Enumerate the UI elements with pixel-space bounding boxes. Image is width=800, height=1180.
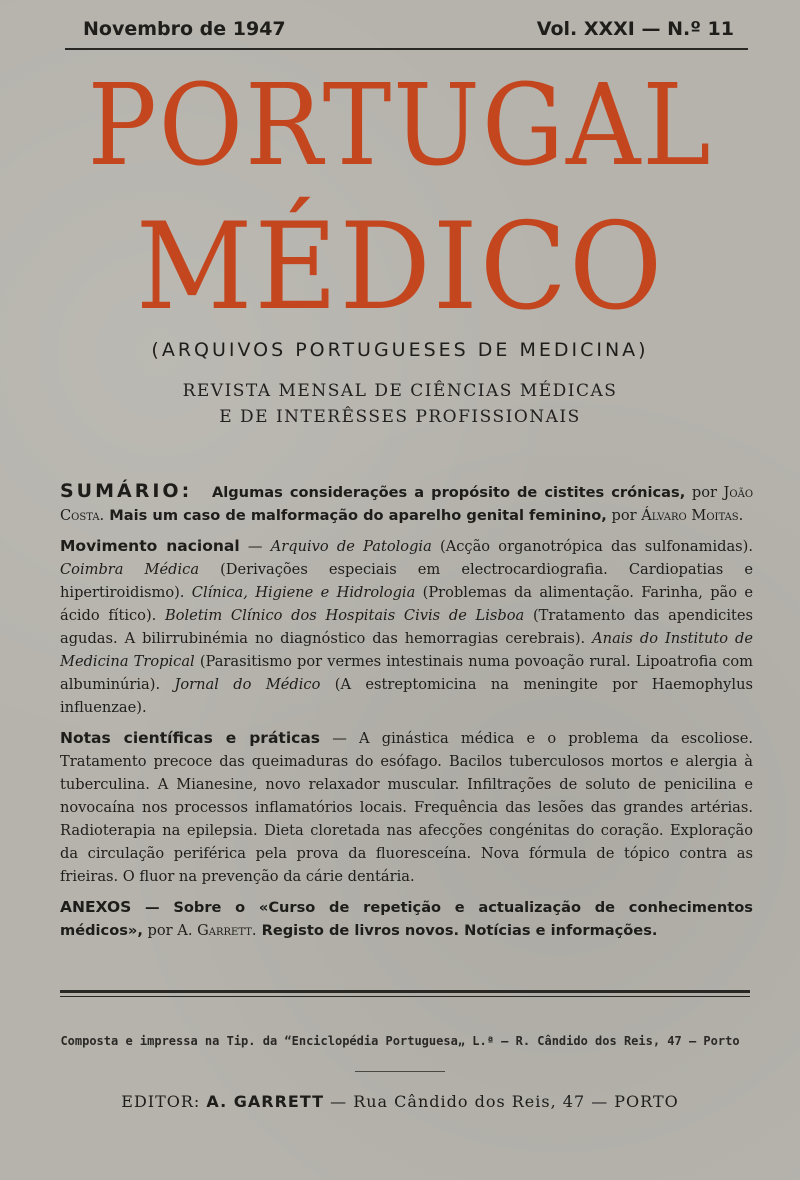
masthead-subtitle: (ARQUIVOS PORTUGUESES DE MEDICINA) — [151, 339, 649, 361]
sumario-heading: SUMÁRIO: — [60, 480, 193, 502]
movimento-text-5: (Parasitismo por vermes intestinais numa povoação rural. Lipoatrofia com albuminúria). — [60, 653, 753, 693]
sumario-article-2: Mais um caso de malformação do aparelho genital feminino, — [104, 507, 607, 524]
anexos-text-1: — Sobre o «Curso de repetição e actualização de conhecimentos médicos», — [60, 899, 753, 939]
sumario-section — [60, 480, 753, 527]
editor-address: — Rua Cândido dos Reis, 47 — PORTO — [324, 1092, 679, 1111]
journal-coimbra: Coimbra Médica — [60, 561, 200, 578]
movimento-text-3: (Problemas da alimentação. Farinha, pão e ácido fítico). — [60, 584, 754, 624]
movimento-section — [60, 535, 753, 719]
sumario-author-1: João Costa. — [60, 484, 754, 524]
footer-rule-thin — [60, 996, 750, 997]
movimento-heading: Movimento nacional — [60, 537, 240, 555]
masthead-description — [0, 378, 800, 430]
journal-arquivo: Arquivo de Patologia — [270, 538, 432, 555]
journal-jornal: Jornal do Médico — [174, 676, 321, 693]
sumario-author-2: Álvaro Moitas. — [641, 507, 744, 524]
movimento-text-4: (Tratamento das apendicites agudas. A bilirrubinémia no diagnóstico das hemorragias cerebrais). — [60, 607, 754, 647]
movimento-text-1: (Acção organotrópica das sulfonamidas). — [431, 538, 754, 555]
movimento-dash: — — [239, 538, 271, 555]
anexos-heading: ANEXOS — [60, 898, 132, 916]
anexos-author: A. Garrett. — [177, 922, 257, 939]
movimento-text-6: (A estreptomicina na meningite por Haemophylus influenzae). — [60, 676, 753, 716]
footer-rule-thick — [60, 990, 750, 993]
sumario-by-1: por — [685, 484, 724, 501]
description-line-2: E DE INTERÊSSES PROFISSIONAIS — [219, 407, 581, 427]
issue-date: Novembro de 1947 — [83, 18, 286, 40]
journal-anais: Anais do Instituto de Medicina Tropical — [60, 630, 753, 670]
issue-volume: Vol. XXXI — N.º 11 — [536, 18, 734, 40]
anexos-text-2: Registo de livros novos. Notícias e informações. — [256, 922, 658, 939]
journal-clinica: Clínica, Higiene e Hidrologia — [191, 584, 416, 601]
movimento-text-2: (Derivações especiais em electrocardiografia. Cardiopatias e hipertiroidismo). — [60, 561, 753, 601]
imprint-rule — [355, 1071, 445, 1072]
printer-imprint: Composta e impressa na Tip. da “Enciclopédia Portuguesa„ L.ª — R. Cândido dos Reis, 47 — Porto — [60, 1034, 740, 1048]
header-rule — [65, 48, 748, 50]
sumario-by-2: por — [606, 507, 642, 524]
editor-name: A. GARRETT — [206, 1092, 325, 1111]
journal-boletim: Boletim Clínico dos Hospitais Civis de Lisboa — [165, 607, 525, 624]
table-of-contents — [60, 480, 753, 950]
anexos-section — [60, 896, 753, 942]
anexos-by: por — [142, 922, 178, 939]
notas-text: — A ginástica médica e o problema da escoliose. Tratamento precoce das queimaduras do esófago. Bacilos tuberculosos mortos e alergia à tuberculina. A Mianesine, novo relaxador muscular. Infiltrações de soluto de penicilina e novocaína nos processos inflamatórios locais. Frequência das lesões das grandes artérias. Radioterapia na epilepsia. Dieta cloretada nas afecções congénitas do coração. Exploração da circulação periférica pela prova da fluoresceína. Nova fórmula de tópico contra as frieiras. O fluor na prevenção da cárie dentária. — [60, 730, 753, 885]
masthead-title-portugal: PORTUGAL — [87, 61, 713, 191]
notas-section — [60, 727, 753, 888]
editor-line — [0, 1092, 800, 1111]
notas-heading: Notas científicas e práticas — [60, 729, 321, 747]
masthead-title-medico: MÉDICO — [135, 198, 665, 337]
sumario-article-1: Algumas considerações a propósito de cistites crónicas, — [211, 484, 686, 501]
description-line-1: REVISTA MENSAL DE CIÊNCIAS MÉDICAS — [182, 381, 618, 401]
editor-label: EDITOR: — [121, 1092, 207, 1111]
